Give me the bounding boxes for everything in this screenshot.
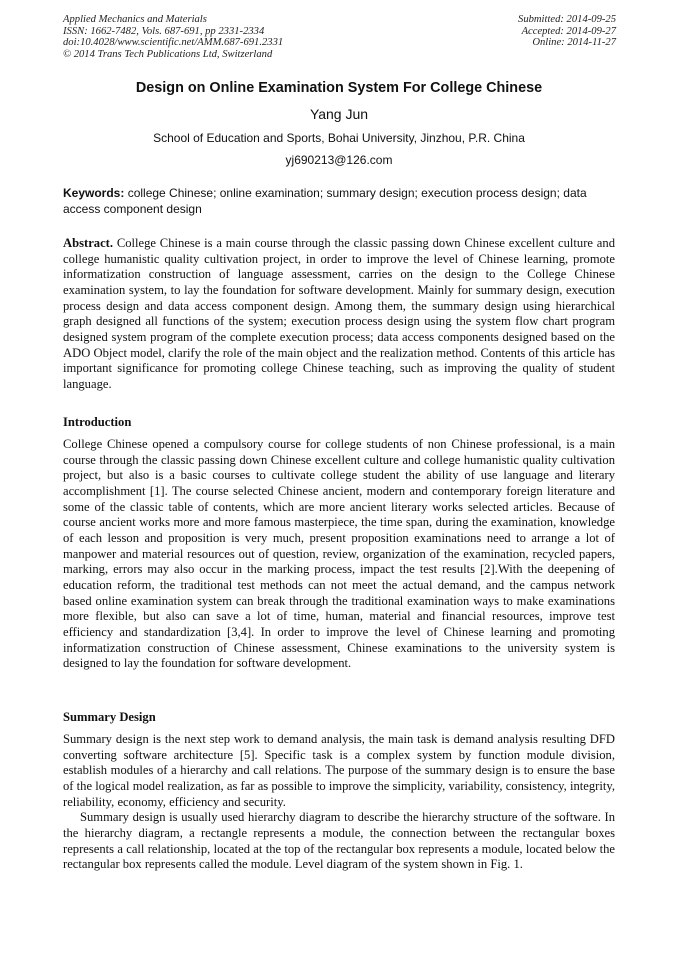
paper-title: Design on Online Examination System For College Chinese [135,80,543,96]
introduction-heading: Introduction [63,415,132,429]
author-affiliation: School of Education and Sports, Bohai University, Jinzhou, P.R. China [153,131,525,145]
journal-header-left [63,14,283,60]
summary-design-block [63,732,615,873]
author-name: Yang Jun [309,106,369,122]
journal-name: Applied Mechanics and Materials [63,14,207,25]
journal-header-right [518,14,616,49]
author-email: yj690213@126.com [285,153,393,167]
abstract-block [63,236,615,393]
issn-line: ISSN: 1662-7482, Vols. 687-691, pp 2331-2334 [63,25,265,37]
abstract-label: Abstract. [63,236,114,250]
introduction-paragraph: College Chinese opened a compulsory course for college students of non Chinese professional, is a main course through the classic passing down Chinese excellent culture and college humanistic quality cultivation project, but also is a basic courses to cultivate college student the ability of use language and literary accomplishment [1]. The course selected Chinese ancient, modern and contemporary foreign literature and some of the classic table of contents, which are more ancient literary works selected articles. Because of course ancient works more and more famous masterpiece, the time span, during the examination, knowledge of each lesson and proposition is very much, present proposition examinations need to arrange a lot of manpower and material resources out of question, review, organization of the examination, recycled papers, marking, errors may also occur in the marking process, impact the test results [2].With the deepening of education reform, the traditional test methods can not meet the actual demand, and the campus network based online examination system can break through the traditional examination ways to make examinations more flexible, but also can save a lot of time, human, material and financial resources, improve test efficiency and standardization [3,4]. In order to improve the level of Chinese learning and promoting informatization construction of Chinese assessment, Chinese examinations to the university system is designed to lay the foundation for software development. [63,437,615,671]
summary-design-paragraph-1: Summary design is the next step work to demand analysis, the main task is demand analysis resulting DFD converting software architecture [5]. Specific task is a complex system by function module division, establish modules of a hierarchy and call relations. The purpose of the summary design is to ensure the base of the logical model realization, as far as possible to improve the simplicity, variability, consistency, integrity, reliability, economy, efficiency and security. [63,732,615,809]
abstract-text: College Chinese is a main course through the classic passing down Chinese excellent culture and college humanistic quality cultivation project, in order to improve the level of Chinese learning, promote informatization construction of language assessment, carries on the design to the College Chinese examination system, to lay the foundation for software development. Mainly for summary design, execution process design and data access component design. Among them, the summary design using hierarchical graph designed all functions of the system; execution process design using the system flow chart program designed system program of the complete execution process; data access components designed based on the ADO Object model, clarify the role of the main object and the realization method. Contents of this article has important significance for promoting college Chinese teaching, such as improving the quality of student language. [63,236,615,391]
summary-design-heading: Summary Design [63,710,156,724]
keywords-text: college Chinese; online examination; summary design; execution process design; data access component design [63,186,587,216]
accepted-date: Accepted: 2014-09-27 [521,25,616,37]
keywords-block [63,186,615,217]
summary-design-paragraph-2: Summary design is usually used hierarchy diagram to describe the hierarchy structure of the software. In the hierarchy diagram, a rectangle represents a module, the connection between the rectangular boxes represents a call relationship, located at the top of the rectangular box represents a module, located below the rectangular box represents called the module. Level diagram of the system shown in Fig. 1. [63,810,615,872]
doi-line: doi:10.4028/www.scientific.net/AMM.687-691.2331 [63,37,284,49]
keywords-label: Keywords: [63,186,125,200]
online-date: Online: 2014-11-27 [532,37,616,49]
copyright-line: © 2014 Trans Tech Publications Ltd, Switzerland [63,48,273,60]
submitted-date: Submitted: 2014-09-25 [518,14,616,25]
